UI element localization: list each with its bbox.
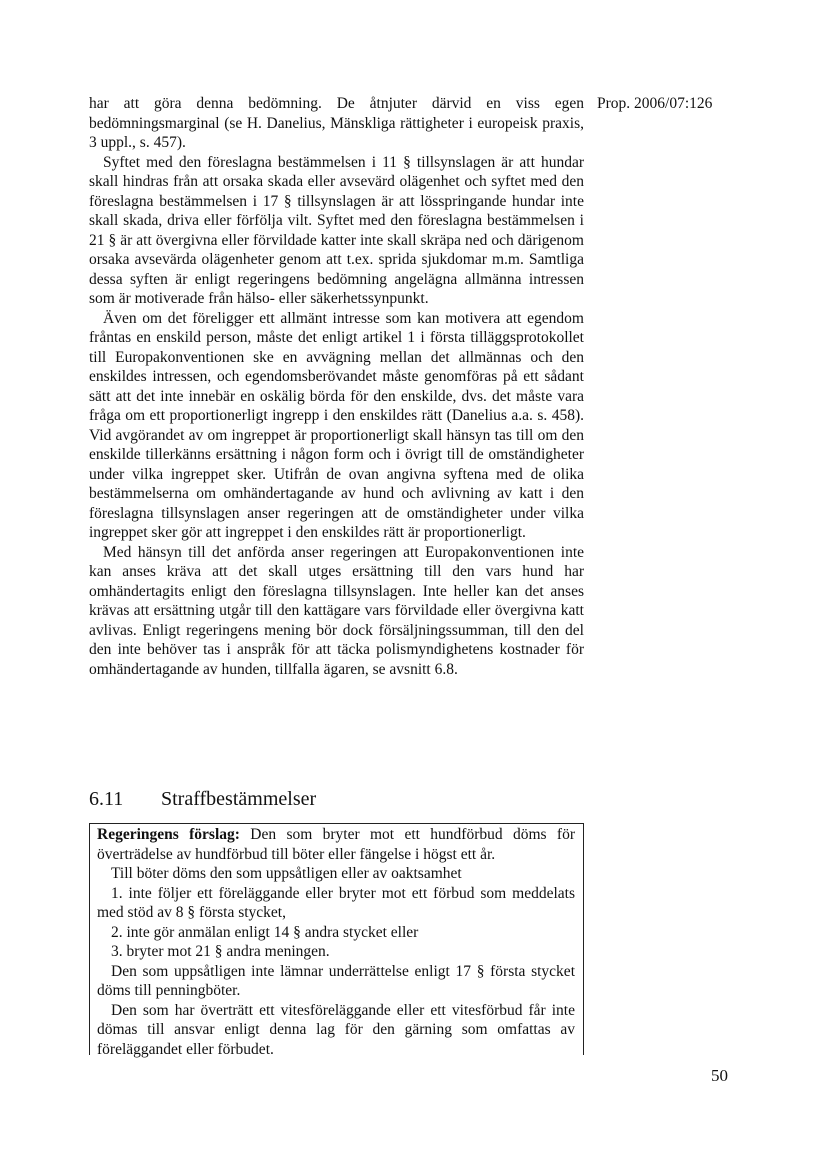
paragraph: har att göra denna bedömning. De åtnjuter därvid en viss egen bedömningsmarginal (se H. Danelius, Mänskliga rättigheter i europeisk praxis, 3 uppl., s. 457). bbox=[89, 95, 584, 151]
proposal-line: 3. bryter mot 21 § andra meningen. bbox=[111, 943, 330, 960]
proposal-lead-text: Den som bryter mot ett hundförbud döms för överträdelse av hundförbud till böter eller fängelse i högst ett år. bbox=[97, 826, 575, 863]
margin-reference: Prop. 2006/07:126 bbox=[597, 95, 713, 112]
paragraph: Med hänsyn till det anförda anser regeringen att Europakonventionen inte kan anses kräva att det skall utges ersättning till den vars hund har omhändertagits enligt den föreslagna tillsynslagen. Inte heller kan det anses krävas att ersättning utgår till den kattägare vars förvildade eller övergivna katt avlivas. Enligt regeringens mening bör dock försäljningssumman, till den del den inte behöver tas i anspråk för att täcka polismyndighetens kostnader för omhändertagande av hunden, tillfalla ägaren, se avsnitt 6.8. bbox=[89, 543, 584, 678]
page-number: 50 bbox=[711, 1066, 728, 1085]
proposal-line: Den som har överträtt ett vitesföreläggande eller ett vitesförbud får inte dömas till ansvar enligt denna lag för den gärning som omfattas av föreläggandet eller förbudet. bbox=[97, 1001, 575, 1058]
proposal-line: Till böter döms den som uppsåtligen eller av oaktsamhet bbox=[111, 865, 462, 882]
section-heading bbox=[89, 787, 316, 811]
proposal-line: Den som uppsåtligen inte lämnar underrättelse enligt 17 § första stycket döms till penningböter. bbox=[97, 962, 575, 999]
proposal-line: 1. inte följer ett föreläggande eller bryter mot ett förbud som meddelats med stöd av 8 § första stycket, bbox=[97, 884, 575, 921]
section-title: Straffbestämmelser bbox=[161, 788, 317, 810]
section-number: 6.11 bbox=[89, 788, 124, 810]
proposal-intro bbox=[97, 825, 575, 864]
proposal-line: 2. inte gör anmälan enligt 14 § andra stycket eller bbox=[111, 923, 419, 941]
proposal-lead: Regeringens förslag: bbox=[97, 826, 240, 843]
paragraph: Syftet med den föreslagna bestämmelsen i 11 § tillsynslagen är att hundar skall hindras från att orsaka skada eller avsevärd olägenhet och syftet med den föreslagna bestämmelsen i 17 § tillsynslagen är att lösspringande hundar inte skall skada, driva eller förfölja vilt. Syftet med den föreslagna bestämmelsen i 21 § är att övergivna eller förvildade katter inte skall skräpa ned och därigenom orsaka avsevärda olägenheter genom att t.ex. sprida sjukdomar m.m. Samtliga dessa syften är enligt regeringens bedömning angelägna allmänna intressen som är motiverade från hälso- eller säkerhetssynpunkt. bbox=[89, 153, 584, 307]
proposal-box bbox=[89, 823, 584, 1058]
paragraph: Även om det föreligger ett allmänt intresse som kan motivera att egendom fråntas en enskild person, måste det enligt artikel 1 i första tilläggsprotokollet till Europakonventionen ske en avvägning mellan det allmännas och den enskildes intressen, och egendomsberövandet måste genomföras på ett sådant sätt att det inte innebär en oskälig börda för den enskilde, dvs. det måste vara fråga om ett proportionerligt ingrepp i den enskildes rätt (Danelius a.a. s. 458). Vid avgörandet av om ingreppet är proportionerligt skall hänsyn tas till om den enskilde tillerkänns ersättning i någon form och i övrigt till de omständigheter under vilka ingreppet sker. Utifrån de ovan angivna syftena med de olika bestämmelserna om omhändertagande av hund och avlivning av katt i den föreslagna tillsynslagen anser regeringen att de omständigheter under vilka ingreppet sker gör att ingreppet i den enskildes rätt är proportionerligt. bbox=[89, 309, 584, 541]
body-text bbox=[89, 94, 584, 679]
